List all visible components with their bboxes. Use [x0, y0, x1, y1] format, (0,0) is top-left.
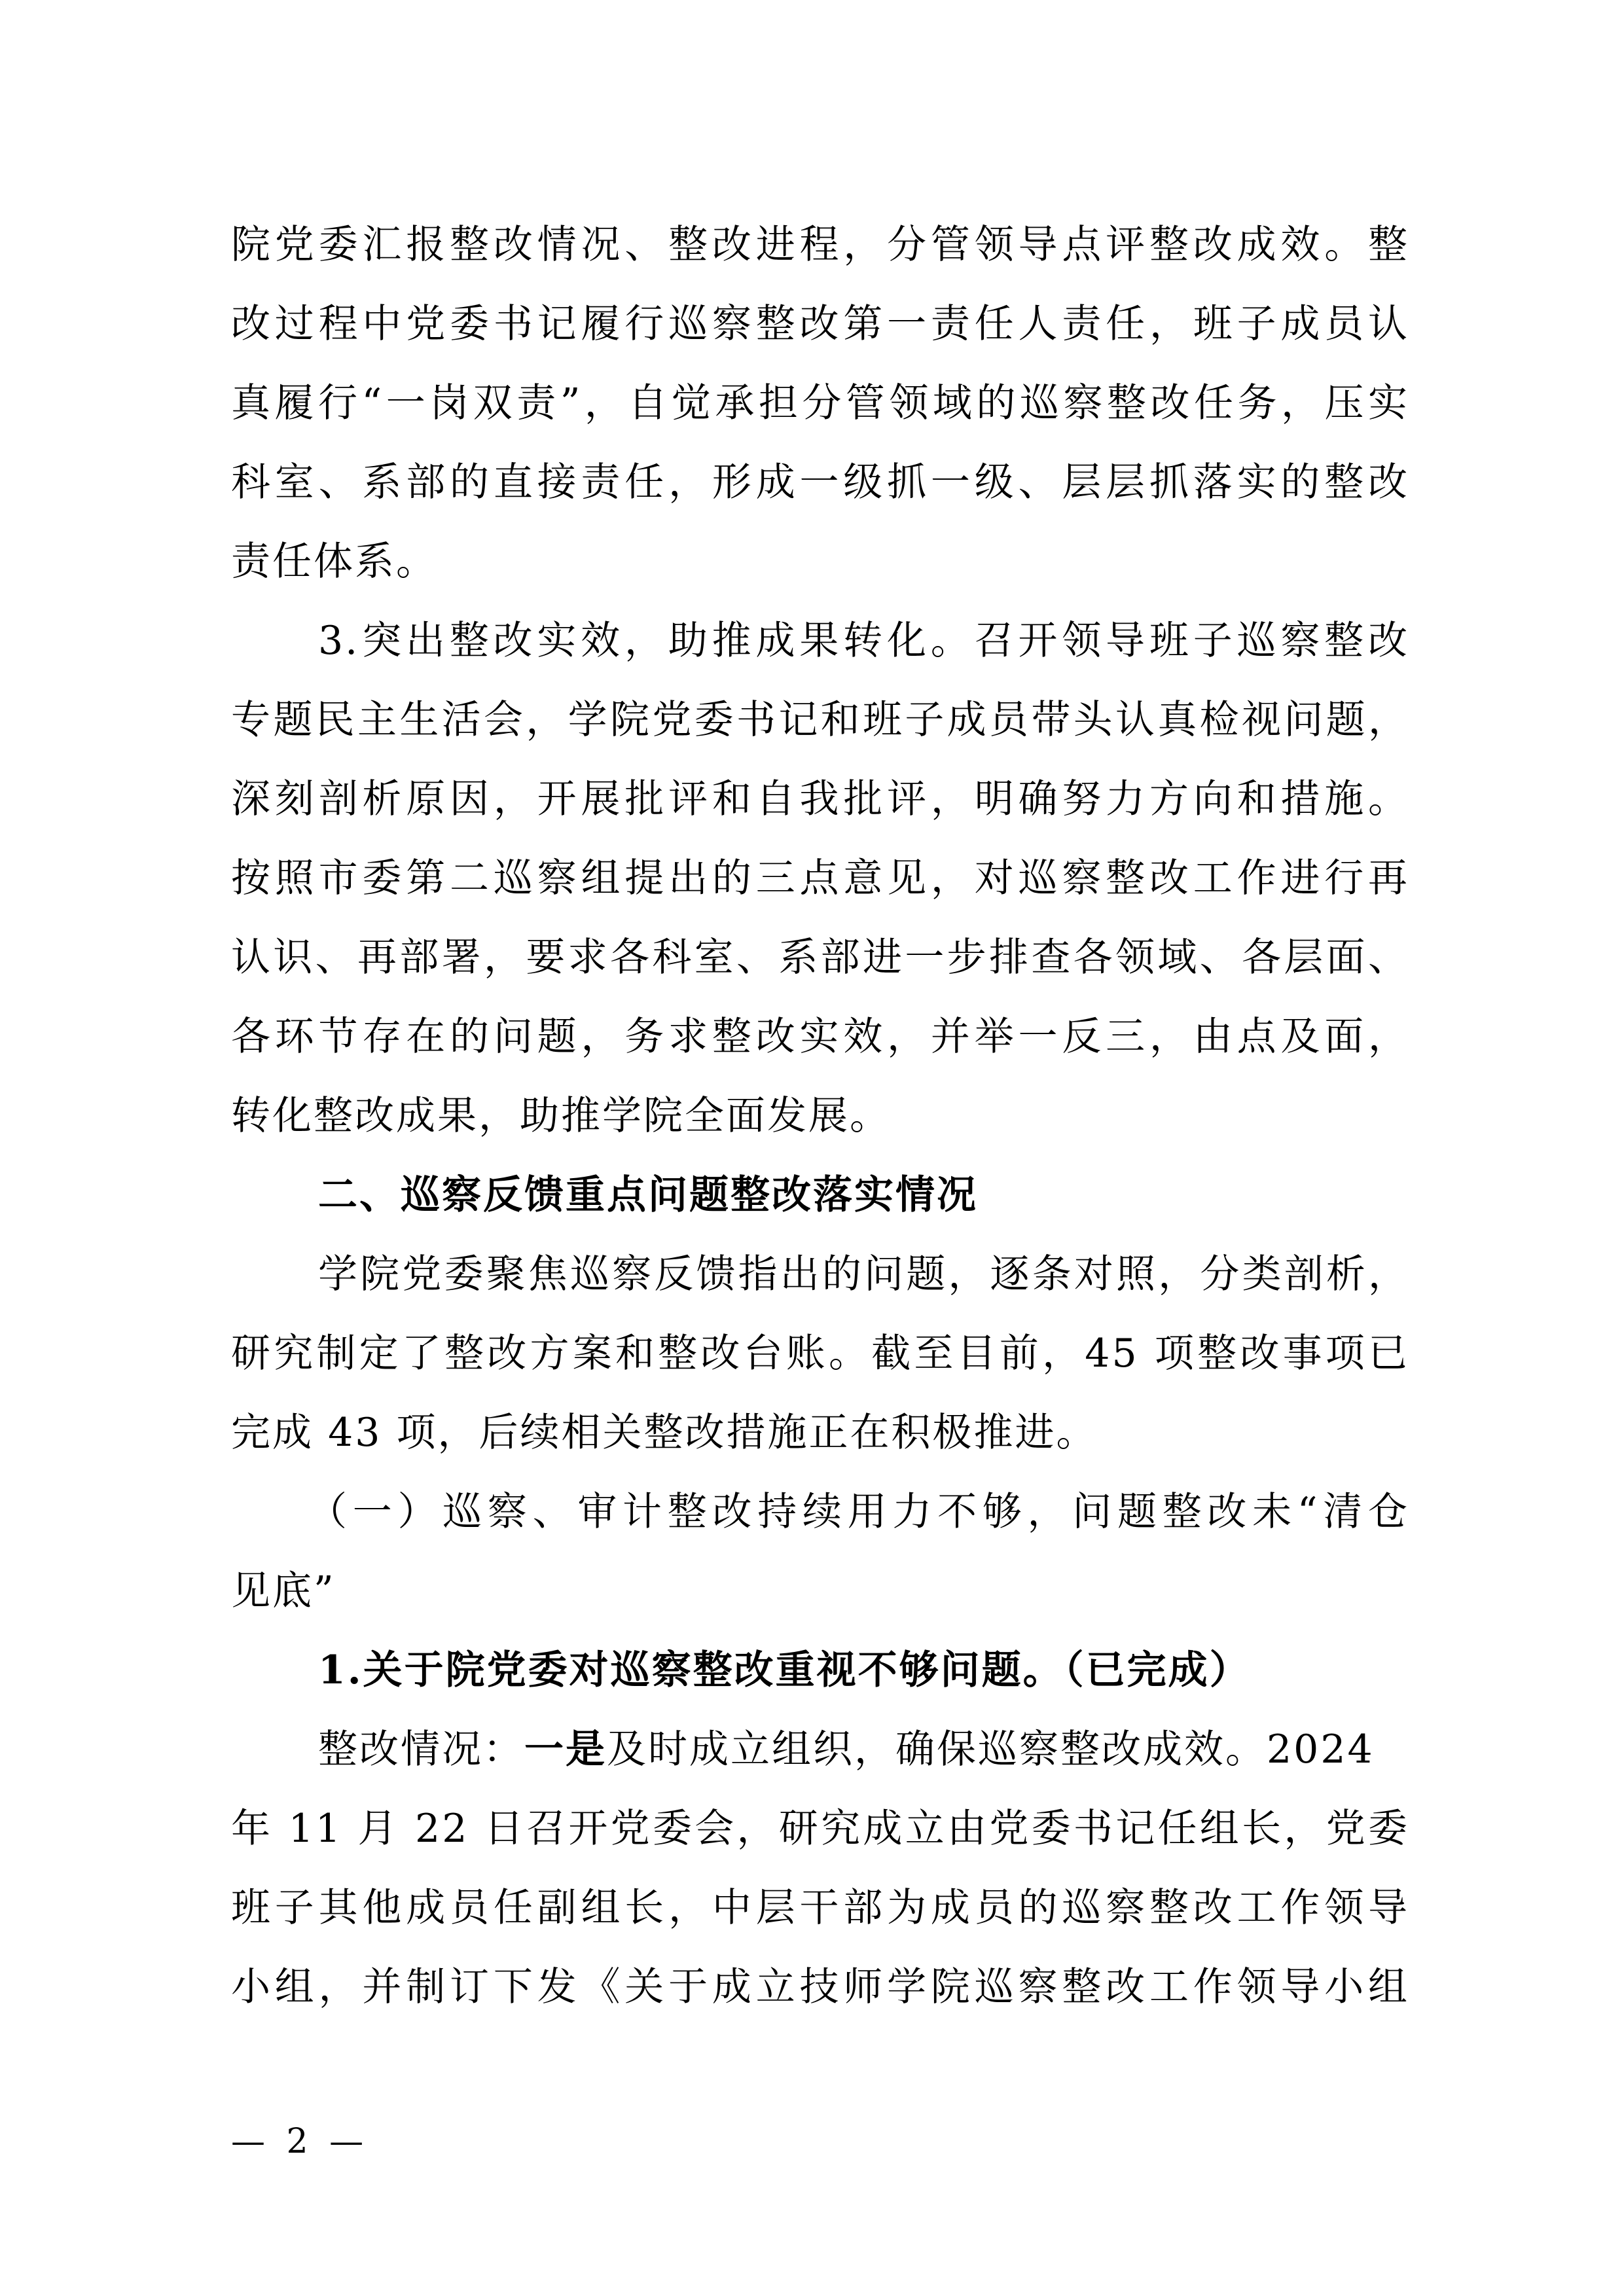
body-text-line: 专题民主生活会，学院党委书记和班子成员带头认真检视问题，	[231, 697, 1409, 743]
body-text-line: 真履行“一岗双责”，自觉承担分管领域的巡察整改任务，压实	[231, 380, 1409, 426]
body-text-line: 小组，并制订下发《关于成立技师学院巡察整改工作领导小组	[231, 1964, 1409, 2010]
body-text-line: 责任体系。	[231, 539, 437, 584]
body-text-line: 班子其他成员任副组长，中层干部为成员的巡察整改工作领导	[231, 1885, 1409, 1931]
body-text-line: 认识、再部署，要求各科室、系部进一步排查各领域、各层面、	[231, 935, 1409, 980]
rectification-label: 整改情况：	[318, 1727, 524, 1772]
body-text-line: 深刻剖析原因，开展批评和自我批评，明确努力方向和措施。	[231, 776, 1409, 822]
body-text-line: 按照市委第二巡察组提出的三点意见，对巡察整改工作进行再	[231, 855, 1409, 901]
body-text-line: 学院党委聚焦巡察反馈指出的问题，逐条对照，分类剖析，	[318, 1251, 1409, 1297]
subsection-heading: （一）巡察、审计整改持续用力不够，问题整改未“清仓	[308, 1489, 1409, 1535]
body-text-line: 各环节存在的问题，务求整改实效，并举一反三，由点及面，	[231, 1014, 1409, 1060]
body-text-line: 科室、系部的直接责任，形成一级抓一级、层层抓落实的整改	[231, 459, 1409, 505]
section-item-heading: 3.突出整改实效，助推成果转化。召开领导班子巡察整改	[318, 618, 1409, 664]
body-text-line: 年 11 月 22 日召开党委会，研究成立由党委书记任组长，党委	[231, 1806, 1409, 1852]
emphasis-first-item: 一是	[524, 1727, 607, 1772]
rectification-detail: 及时成立组织，确保巡察整改成效。2024	[607, 1727, 1375, 1772]
subsection-heading-continued: 见底”	[231, 1568, 336, 1614]
section-heading: 二、巡察反馈重点问题整改落实情况	[318, 1172, 978, 1218]
rectification-line	[318, 1726, 1409, 1773]
body-text-line: 转化整改成果，助推学院全面发展。	[231, 1093, 891, 1139]
body-text-line: 改过程中党委书记履行巡察整改第一责任人责任，班子成员认	[231, 301, 1409, 347]
body-text-line: 完成 43 项，后续相关整改措施正在积极推进。	[231, 1410, 1098, 1456]
page-number: — 2 —	[231, 2122, 369, 2161]
body-text-line: 院党委汇报整改情况、整改进程，分管领导点评整改成效。整	[231, 222, 1409, 268]
item-heading: 1.关于院党委对巡察整改重视不够问题。（已完成）	[318, 1647, 1251, 1693]
body-text-line: 研究制定了整改方案和整改台账。截至目前，45 项整改事项已	[231, 1331, 1409, 1376]
